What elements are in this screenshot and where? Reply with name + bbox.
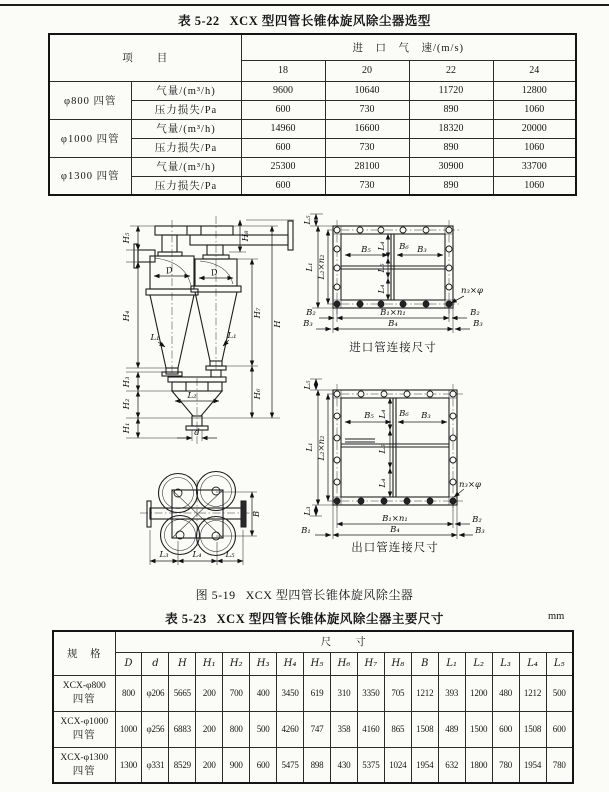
table1-title-label: 表 5-22	[178, 14, 220, 28]
value-cell: 480	[492, 675, 519, 711]
value-cell: φ331	[142, 747, 169, 783]
column-header: H₇	[357, 652, 384, 675]
value-cell: 800	[223, 711, 250, 747]
column-header: H₅	[304, 652, 331, 675]
table-row	[49, 119, 576, 138]
value-cell: 12800	[493, 81, 576, 100]
spec-header-cell: 规 格	[53, 631, 115, 675]
table-row	[53, 747, 573, 783]
value-cell: 619	[304, 675, 331, 711]
value-cell: 600	[250, 747, 277, 783]
extension-lines	[126, 220, 294, 441]
column-header: H₆	[331, 652, 358, 675]
table2-title-text: XCX 型四管长锥体旋风除尘器主要尺寸	[216, 612, 444, 626]
dim-label-L4: L₄	[377, 284, 387, 294]
dim-label-H5: H₅	[122, 232, 132, 244]
column-header: H₄	[277, 652, 304, 675]
value-cell: 200	[196, 675, 223, 711]
dim-label-H4: H₄	[122, 310, 132, 322]
value-cell: 200	[196, 747, 223, 783]
dim-label-n3phi: n₃×φ	[461, 286, 483, 296]
value-cell: 1508	[411, 711, 438, 747]
table2-title-label: 表 5-23	[165, 612, 207, 626]
column-header: L₅	[546, 652, 573, 675]
value-cell: 705	[384, 675, 411, 711]
value-cell: 780	[546, 747, 573, 783]
value-cell: 900	[223, 747, 250, 783]
inlet-speed-header-cell: 进 口 气 速/(m/s)	[241, 34, 576, 60]
column-header: D	[115, 652, 142, 675]
value-cell: 1954	[519, 747, 546, 783]
table-row	[53, 631, 573, 652]
table1-title	[0, 11, 609, 29]
value-cell: 1060	[493, 176, 576, 195]
spec-model: XCX-φ1300	[60, 752, 109, 763]
dim-label-L4: L₄	[378, 478, 388, 488]
value-cell: 489	[438, 711, 465, 747]
value-cell: 25300	[241, 157, 325, 176]
dim-label-L1: L₁	[227, 331, 237, 341]
dim-label-L2n2: L₂×n₂	[317, 254, 327, 280]
dim-label-L5: L₅	[303, 215, 313, 225]
value-cell: 500	[250, 711, 277, 747]
spec-model: XCX-φ1000	[60, 717, 109, 727]
dim-label-B3: B₃	[417, 245, 427, 255]
param-cell: 气量/(m³/h)	[131, 157, 241, 176]
speed-cell: 20	[325, 60, 409, 81]
column-header: L₂	[465, 652, 492, 675]
column-header: H₁	[196, 652, 223, 675]
param-cell: 压力损失/Pa	[131, 176, 241, 195]
column-header: H₃	[250, 652, 277, 675]
dim-label-L3: L₃	[159, 550, 169, 560]
value-cell: 730	[325, 100, 409, 119]
elevation-view	[122, 216, 294, 444]
value-cell: 28100	[325, 157, 409, 176]
figure-caption-text: XCX 型四管长锥体旋风除尘器	[245, 588, 414, 602]
spec-type: 四管	[72, 694, 96, 705]
dim-label-L1: L₁	[150, 333, 160, 343]
dim-label-L1: L₁	[305, 262, 315, 272]
dim-label-L5: L₅	[303, 380, 313, 390]
dim-label-H8: H₈	[241, 230, 251, 242]
dim-label-L2n2: L₂×n₂	[317, 435, 327, 461]
column-header: H₈	[384, 652, 411, 675]
corner-header-cell: 项 目	[49, 34, 241, 81]
speed-cell: 18	[241, 60, 325, 81]
dim-label-L1: L₁	[305, 442, 315, 452]
value-cell: 1060	[493, 138, 576, 157]
value-cell: 600	[492, 711, 519, 747]
flange-plate	[327, 220, 459, 314]
inlet-flange-view	[302, 214, 483, 354]
value-cell: 16600	[325, 119, 409, 138]
column-header: H₂	[223, 652, 250, 675]
value-cell: 10640	[325, 81, 409, 100]
dim-label-B1n1: B₁×n₁	[380, 308, 406, 318]
value-cell: 800	[115, 675, 142, 711]
value-cell: 865	[384, 711, 411, 747]
dim-label-B1: B₁	[301, 526, 311, 536]
size-header-cell: 尺 寸	[115, 631, 573, 652]
value-cell: 600	[546, 711, 573, 747]
dim-label-B2: B₂	[306, 308, 316, 318]
value-cell: 8529	[169, 747, 196, 783]
value-cell: 430	[331, 747, 358, 783]
value-cell: 11720	[409, 81, 493, 100]
value-cell: 1212	[519, 675, 546, 711]
dim-label-L5: L₅	[377, 263, 387, 273]
flange-plate	[327, 384, 463, 511]
spec-cell: φ1000 四管	[49, 119, 131, 157]
dim-label-H7: H₇	[253, 307, 263, 319]
figure-caption-label: 图 5-19	[195, 588, 236, 602]
value-cell: 1500	[465, 711, 492, 747]
dim-label-B3: B₃	[475, 526, 485, 536]
value-cell: 1300	[115, 747, 142, 783]
table-row	[53, 652, 573, 675]
column-header: L₄	[519, 652, 546, 675]
value-cell: 1024	[384, 747, 411, 783]
param-cell: 压力损失/Pa	[131, 100, 241, 119]
column-header: H	[169, 652, 196, 675]
value-cell: 898	[304, 747, 331, 783]
spec-type: 四管	[72, 730, 96, 741]
value-cell: 600	[241, 176, 325, 195]
value-cell: 33700	[493, 157, 576, 176]
table-row	[53, 675, 573, 711]
speed-cell: 22	[409, 60, 493, 81]
table-row	[53, 711, 573, 747]
value-cell: 18320	[409, 119, 493, 138]
dim-label-B3: B₃	[473, 319, 483, 329]
value-cell: 3350	[357, 675, 384, 711]
value-cell: 393	[438, 675, 465, 711]
value-cell: 310	[331, 675, 358, 711]
value-cell: 5475	[277, 747, 304, 783]
dim-label-B: B	[252, 510, 262, 518]
value-cell: 200	[196, 711, 223, 747]
value-cell: 30900	[409, 157, 493, 176]
selection-table	[48, 33, 577, 196]
bolt-holes	[334, 227, 452, 307]
dim-label-B4: B₄	[388, 319, 398, 329]
dim-label-B5: B₅	[364, 411, 374, 421]
dim-label-D: D	[209, 267, 220, 279]
value-cell: 730	[325, 176, 409, 195]
dim-label-L4: L₄	[377, 241, 387, 251]
dim-label-L4: L₄	[378, 409, 388, 419]
dim-label-H: H	[273, 320, 283, 328]
dim-label-B6: B₆	[399, 409, 409, 419]
dim-label-L4: L₄	[192, 550, 202, 560]
value-cell: 1954	[411, 747, 438, 783]
dim-label-L5: L₅	[378, 444, 388, 454]
dim-label-B3: B₃	[421, 411, 431, 421]
table2-title	[0, 609, 609, 627]
spec-cell	[53, 711, 115, 747]
value-cell: 3450	[277, 675, 304, 711]
value-cell: 890	[409, 100, 493, 119]
unit-label: mm	[548, 611, 565, 622]
table-row	[49, 157, 576, 176]
value-cell: 890	[409, 138, 493, 157]
param-cell: 气量/(m³/h)	[131, 119, 241, 138]
value-cell: 1212	[411, 675, 438, 711]
value-cell: 600	[241, 100, 325, 119]
dim-label-B3: B₃	[303, 319, 313, 329]
page-top-rule	[0, 4, 609, 6]
column-header: B	[411, 652, 438, 675]
value-cell: 20000	[493, 119, 576, 138]
spec-cell: φ800 四管	[49, 81, 131, 119]
dim-label-B2: B₂	[472, 515, 482, 525]
value-cell: 14960	[241, 119, 325, 138]
value-cell: φ256	[142, 711, 169, 747]
figure-caption	[0, 586, 609, 603]
column-header: d	[142, 652, 169, 675]
dim-label-L2: L₂	[187, 391, 197, 401]
value-cell: 730	[325, 138, 409, 157]
dim-label-B2: B₂	[470, 308, 480, 318]
value-cell: 632	[438, 747, 465, 783]
value-cell: 4260	[277, 711, 304, 747]
column-header: L₁	[438, 652, 465, 675]
value-cell: 9600	[241, 81, 325, 100]
value-cell: 700	[223, 675, 250, 711]
dim-label-H2: H₂	[122, 398, 132, 410]
value-cell: 5375	[357, 747, 384, 783]
outlet-view-caption: 出口管连接尺寸	[351, 542, 439, 554]
table1-title-text: XCX 型四管长锥体旋风除尘器选型	[229, 14, 431, 28]
table-row	[49, 81, 576, 100]
dim-label-B1n1: B₁×n₁	[382, 514, 408, 524]
column-header: L₃	[492, 652, 519, 675]
spec-model: XCX-φ800	[62, 681, 106, 691]
value-cell: 600	[241, 138, 325, 157]
value-cell: 1000	[115, 711, 142, 747]
outlet-flange-view	[300, 379, 485, 554]
dim-label-d: d	[194, 428, 200, 438]
spec-cell: φ1300 四管	[49, 157, 131, 195]
value-cell: 780	[492, 747, 519, 783]
table-row	[49, 34, 576, 60]
spec-cell	[53, 675, 115, 711]
top-view	[140, 472, 262, 566]
dim-label-B4: B₄	[390, 525, 400, 535]
inlet-view-caption: 进口管连接尺寸	[349, 342, 437, 354]
value-cell: 500	[546, 675, 573, 711]
speed-cell: 24	[493, 60, 576, 81]
dim-label-B6: B₆	[399, 242, 409, 252]
spec-cell	[53, 747, 115, 783]
dim-label-H6: H₆	[253, 388, 263, 400]
dim-label-L3: L₃	[303, 506, 313, 516]
value-cell: 1060	[493, 100, 576, 119]
dim-label-H1: H₁	[122, 422, 132, 434]
value-cell: φ206	[142, 675, 169, 711]
value-cell: 4160	[357, 711, 384, 747]
param-cell: 气量/(m³/h)	[131, 81, 241, 100]
value-cell: 890	[409, 176, 493, 195]
dim-label-D: D	[164, 265, 175, 277]
value-cell: 1800	[465, 747, 492, 783]
spec-type: 四管	[72, 765, 96, 777]
dim-label-H3: H₃	[122, 376, 132, 388]
value-cell: 747	[304, 711, 331, 747]
param-cell: 压力损失/Pa	[131, 138, 241, 157]
dimensions-table	[52, 630, 574, 784]
dim-label-B5: B₅	[361, 245, 371, 255]
value-cell: 1508	[519, 711, 546, 747]
value-cell: 5665	[169, 675, 196, 711]
value-cell: 358	[331, 711, 358, 747]
value-cell: 6883	[169, 711, 196, 747]
value-cell: 400	[250, 675, 277, 711]
dim-label-L5: L₅	[225, 550, 235, 560]
dim-label-n3phi: n₃×φ	[459, 480, 481, 490]
figure-drawing	[0, 198, 609, 598]
value-cell: 1200	[465, 675, 492, 711]
